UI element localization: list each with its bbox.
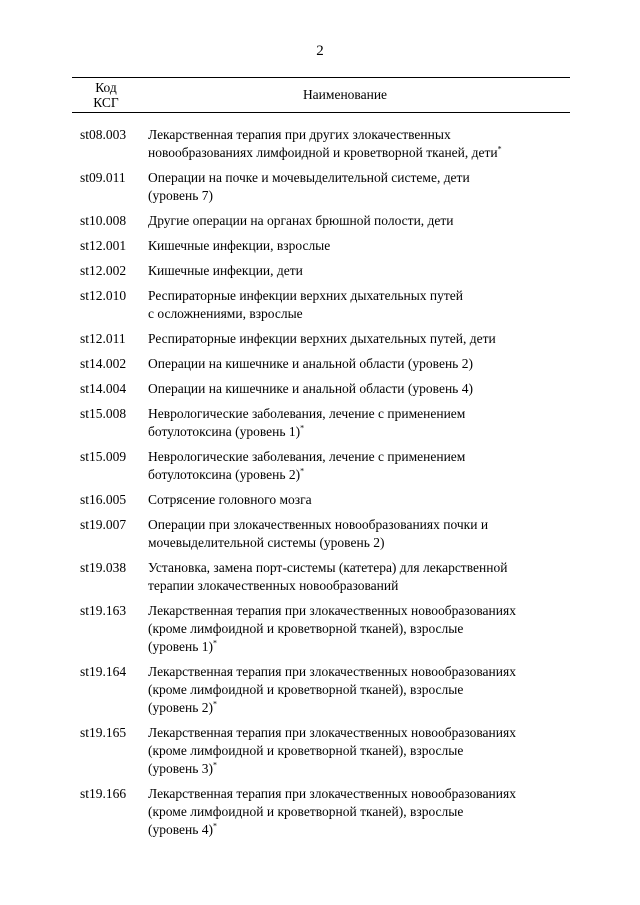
- row-name-text: Сотрясение головного мозга: [148, 492, 312, 507]
- table-row: [72, 287, 570, 323]
- row-code: st15.008: [80, 406, 127, 421]
- row-name-text: Респираторные инфекции верхних дыхательных путей, дети: [148, 331, 496, 346]
- row-name-line: [148, 405, 570, 423]
- row-code: st16.005: [80, 492, 127, 507]
- row-name-text: Лекарственная терапия при злокачественных новообразованиях: [148, 603, 516, 618]
- row-name-line: [148, 638, 570, 656]
- row-name-text: Респираторные инфекции верхних дыхательных путей: [148, 288, 463, 303]
- row-name-line: [148, 516, 570, 534]
- row-name-line: [148, 187, 570, 205]
- row-name-text: Операции на кишечнике и анальной области (уровень 4): [148, 381, 473, 396]
- row-name: [148, 516, 570, 552]
- row-name-text: Установка, замена порт-системы (катетера) для лекарственной: [148, 560, 508, 575]
- row-name-line: [148, 169, 570, 187]
- row-name-line: [148, 237, 570, 255]
- table-row: [72, 169, 570, 205]
- row-name-line: [148, 681, 570, 699]
- table-row: [72, 663, 570, 717]
- row-name-line: [148, 212, 570, 230]
- row-name-text: (уровень 1): [148, 639, 214, 654]
- row-name: [148, 380, 570, 398]
- row-name-line: [148, 577, 570, 595]
- row-name-line: [148, 534, 570, 552]
- row-name-text: (кроме лимфоидной и кроветворной тканей), взрослые: [148, 682, 464, 697]
- table-row: [72, 330, 570, 348]
- row-name-text: Лекарственная терапия при злокачественных новообразованиях: [148, 725, 516, 740]
- row-name-line: [148, 821, 570, 839]
- table-row: [72, 785, 570, 839]
- row-name: [148, 237, 570, 255]
- row-name-line: [148, 126, 570, 144]
- row-name-text: Неврологические заболевания, лечение с применением: [148, 406, 466, 421]
- row-code: st15.009: [80, 449, 127, 464]
- table-row: [72, 126, 570, 162]
- row-name-line: [148, 466, 570, 484]
- footnote-asterisk: *: [213, 760, 218, 770]
- row-name: [148, 491, 570, 509]
- row-name: [148, 405, 570, 441]
- row-name-text: с осложнениями, взрослые: [148, 306, 303, 321]
- row-name: [148, 212, 570, 230]
- row-name-line: [148, 803, 570, 821]
- row-name-text: Другие операции на органах брюшной полости, дети: [148, 213, 454, 228]
- row-name-text: Операции на почке и мочевыделительной системе, дети: [148, 170, 470, 185]
- table-row: [72, 262, 570, 280]
- row-code: st19.166: [80, 786, 127, 801]
- row-name-text: (кроме лимфоидной и кроветворной тканей), взрослые: [148, 804, 464, 819]
- code-header-line1: Код: [95, 80, 117, 95]
- row-name-text: (уровень 3): [148, 761, 214, 776]
- code-header-line2: КСГ: [93, 95, 119, 110]
- row-name-text: (уровень 7): [148, 188, 214, 203]
- row-name-text: Неврологические заболевания, лечение с применением: [148, 449, 466, 464]
- row-name-line: [148, 380, 570, 398]
- row-code: st12.011: [80, 331, 126, 346]
- row-name: [148, 448, 570, 484]
- footnote-asterisk: *: [213, 699, 218, 709]
- row-name-text: Кишечные инфекции, взрослые: [148, 238, 331, 253]
- row-name-text: ботулотоксина (уровень 1): [148, 424, 301, 439]
- code-column-header: [72, 80, 140, 110]
- table-row: [72, 559, 570, 595]
- table-row: [72, 405, 570, 441]
- row-name-line: [148, 785, 570, 803]
- row-name-line: [148, 602, 570, 620]
- table-row: [72, 380, 570, 398]
- footnote-asterisk: *: [213, 638, 218, 648]
- row-name-line: [148, 262, 570, 280]
- row-name-line: [148, 330, 570, 348]
- row-name: [148, 287, 570, 323]
- row-code: st10.008: [80, 213, 127, 228]
- row-name-text: Лекарственная терапия при злокачественных новообразованиях: [148, 664, 516, 679]
- row-name: [148, 126, 570, 162]
- row-name-text: Лекарственная терапия при злокачественных новообразованиях: [148, 786, 516, 801]
- row-name-text: Операции при злокачественных новообразованиях почки и: [148, 517, 489, 532]
- page-number: 2: [316, 43, 324, 59]
- row-name: [148, 330, 570, 348]
- row-name-line: [148, 760, 570, 778]
- footnote-asterisk: *: [213, 821, 218, 831]
- row-name: [148, 785, 570, 839]
- row-code: st19.038: [80, 560, 127, 575]
- row-name-line: [148, 144, 570, 162]
- table-header: [72, 77, 570, 113]
- row-name-text: (уровень 4): [148, 822, 214, 837]
- row-name-text: ботулотоксина (уровень 2): [148, 467, 301, 482]
- footnote-asterisk: *: [300, 466, 305, 476]
- row-code: st19.165: [80, 725, 127, 740]
- row-name-text: Кишечные инфекции, дети: [148, 263, 303, 278]
- row-name: [148, 355, 570, 373]
- row-name-text: (уровень 2): [148, 700, 214, 715]
- row-name-line: [148, 305, 570, 323]
- row-name-text: Лекарственная терапия при других злокачественных: [148, 127, 451, 142]
- table-row: [72, 724, 570, 778]
- row-name-text: Операции на кишечнике и анальной области (уровень 2): [148, 356, 473, 371]
- row-code: st19.163: [80, 603, 127, 618]
- footnote-asterisk: *: [300, 423, 305, 433]
- row-name-line: [148, 620, 570, 638]
- row-name-line: [148, 448, 570, 466]
- row-code: st12.001: [80, 238, 127, 253]
- row-name-text: новообразованиях лимфоидной и кроветворной тканей, дети: [148, 145, 498, 160]
- row-name: [148, 663, 570, 717]
- row-code: st12.010: [80, 288, 127, 303]
- table-row: [72, 212, 570, 230]
- row-code: st14.002: [80, 356, 127, 371]
- row-code: st14.004: [80, 381, 127, 396]
- row-name: [148, 724, 570, 778]
- row-name-line: [148, 742, 570, 760]
- row-name-text: (кроме лимфоидной и кроветворной тканей), взрослые: [148, 621, 464, 636]
- row-name: [148, 169, 570, 205]
- table-row: [72, 237, 570, 255]
- table-body: [72, 126, 570, 846]
- row-name: [148, 262, 570, 280]
- table-row: [72, 516, 570, 552]
- row-code: st09.011: [80, 170, 126, 185]
- table-row: [72, 448, 570, 484]
- row-name-line: [148, 724, 570, 742]
- table-row: [72, 602, 570, 656]
- row-name-line: [148, 287, 570, 305]
- row-name-line: [148, 663, 570, 681]
- row-name-text: (кроме лимфоидной и кроветворной тканей), взрослые: [148, 743, 464, 758]
- row-code: st19.164: [80, 664, 127, 679]
- row-name-line: [148, 355, 570, 373]
- row-name-text: терапии злокачественных новообразований: [148, 578, 399, 593]
- row-name-line: [148, 491, 570, 509]
- name-column-header: Наименование: [302, 87, 388, 102]
- table-row: [72, 355, 570, 373]
- footnote-asterisk: *: [497, 144, 502, 154]
- row-code: st12.002: [80, 263, 127, 278]
- table-row: [72, 491, 570, 509]
- row-code: st08.003: [80, 127, 127, 142]
- row-code: st19.007: [80, 517, 127, 532]
- row-name-text: мочевыделительной системы (уровень 2): [148, 535, 385, 550]
- row-name-line: [148, 559, 570, 577]
- row-name-line: [148, 699, 570, 717]
- row-name: [148, 602, 570, 656]
- row-name: [148, 559, 570, 595]
- row-name-line: [148, 423, 570, 441]
